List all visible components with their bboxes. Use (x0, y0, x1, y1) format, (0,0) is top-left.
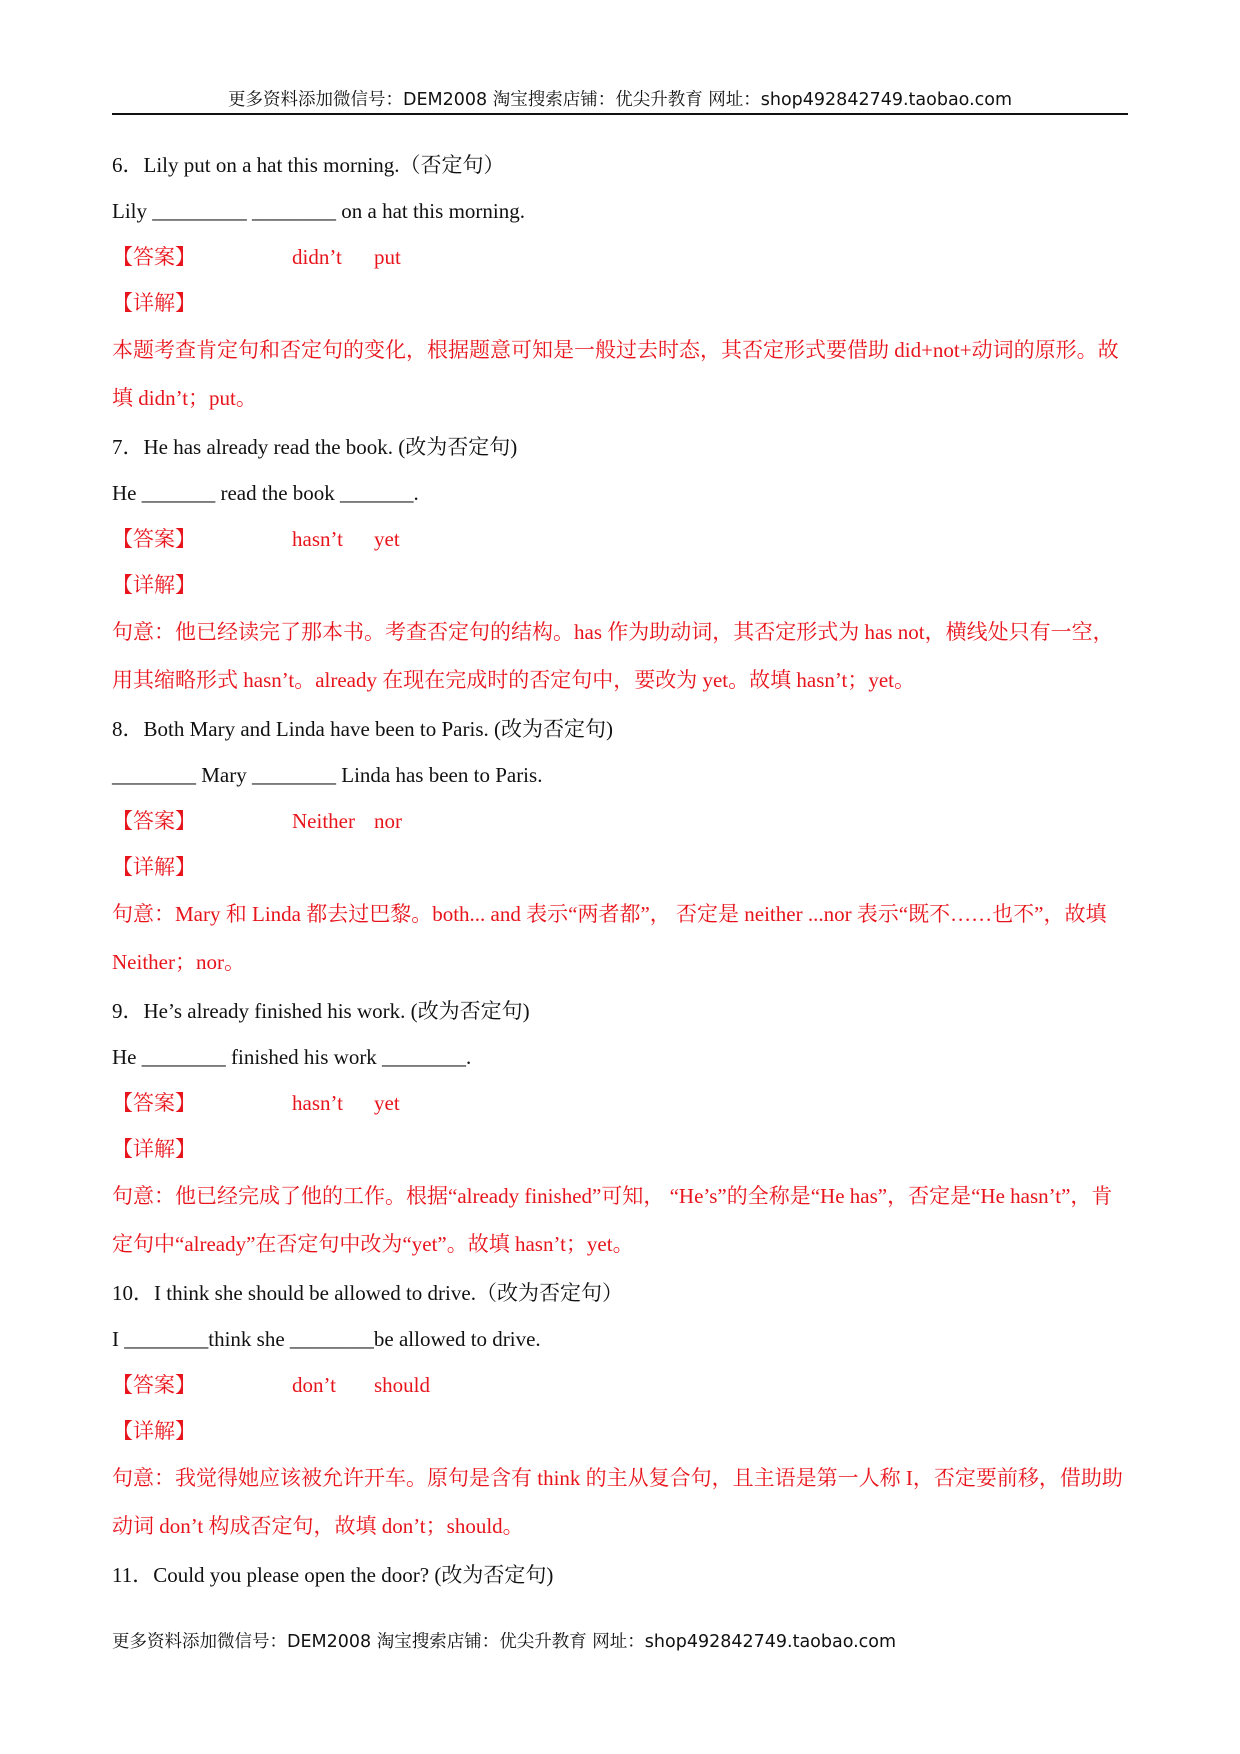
detail-label: 【详解】 (112, 573, 196, 597)
answer-1: hasn’t (292, 527, 343, 551)
answer-2: put (374, 245, 401, 269)
answer-2: nor (374, 809, 402, 833)
question-7 (112, 424, 1132, 704)
answer-1: don’t (292, 1373, 336, 1397)
question-8 (112, 706, 1132, 986)
answer-label: 【答案】 (112, 245, 196, 269)
question-prompt: 7．He has already read the book. (改为否定句) (112, 435, 518, 459)
question-6 (112, 142, 1132, 422)
answer-line (112, 1080, 1132, 1126)
question-prompt: 10．I think she should be allowed to drive.（改为否定句） (112, 1281, 623, 1305)
answer-line (112, 798, 1132, 844)
answer-label: 【答案】 (112, 1091, 196, 1115)
answer-1: hasn’t (292, 1091, 343, 1115)
detail-label: 【详解】 (112, 1419, 196, 1443)
answer-label: 【答案】 (112, 527, 196, 551)
question-blank-line: I ________think she ________be allowed to drive. (112, 1327, 541, 1351)
detail-label: 【详解】 (112, 291, 196, 315)
answer-1: Neither (292, 809, 355, 833)
answer-2: yet (374, 1091, 400, 1115)
answer-2: yet (374, 527, 400, 551)
answer-line (112, 1362, 1132, 1408)
detail-label: 【详解】 (112, 855, 196, 879)
question-blank-line: He ________ finished his work ________. (112, 1045, 472, 1069)
page-header: 更多资料添加微信号：DEM2008 淘宝搜索店铺：优尖升教育 网址：shop492842749.taobao.com (227, 90, 1013, 110)
answer-2: should (374, 1373, 431, 1397)
question-prompt: 9．He’s already finished his work. (改为否定句) (112, 999, 530, 1023)
question-prompt: 6．Lily put on a hat this morning.（否定句） (112, 153, 505, 177)
header-divider (112, 113, 1128, 115)
answer-1: didn’t (292, 245, 342, 269)
exercise-content (112, 142, 1132, 1598)
question-blank-line: ________ Mary ________ Linda has been to Paris. (112, 763, 543, 787)
explanation: 句意：我觉得她应该被允许开车。原句是含有 think 的主从复合句，且主语是第一人称 I，否定要前移，借助助动词 don’t 构成否定句，故填 don’t；should。 (112, 1466, 1123, 1538)
answer-line (112, 516, 1132, 562)
question-blank-line: Lily _________ ________ on a hat this morning. (112, 199, 525, 223)
answer-label: 【答案】 (112, 1373, 196, 1397)
explanation: 句意：Mary 和 Linda 都去过巴黎。both... and 表示“两者都”， 否定是 neither ...nor 表示“既不……也不”，故填 Neither；nor。 (112, 902, 1107, 974)
explanation: 句意：他已经完成了他的工作。根据“already finished”可知， “He’s”的全称是“He has”，否定是“He hasn’t”，肯定句中“already”在否定句中改为“yet”。故填 hasn’t；yet。 (112, 1184, 1113, 1256)
explanation: 本题考查肯定句和否定句的变化，根据题意可知是一般过去时态，其否定形式要借助 did+not+动词的原形。故填 didn’t；put。 (112, 338, 1119, 410)
question-10 (112, 1270, 1132, 1550)
question-prompt: 8．Both Mary and Linda have been to Paris. (改为否定句) (112, 717, 613, 741)
question-9 (112, 988, 1132, 1268)
answer-line (112, 234, 1132, 280)
explanation: 句意：他已经读完了那本书。考查否定句的结构。has 作为助动词，其否定形式为 has not，横线处只有一空，用其缩略形式 hasn’t。already 在现在完成时的否定句中，要改为 yet。故填 hasn’t；yet。 (112, 620, 1114, 692)
detail-label: 【详解】 (112, 1137, 196, 1161)
question-11-prompt: 11．Could you please open the door? (改为否定句) (112, 1563, 554, 1587)
question-blank-line: He _______ read the book _______. (112, 481, 419, 505)
page-footer: 更多资料添加微信号：DEM2008 淘宝搜索店铺：优尖升教育 网址：shop492842749.taobao.com (112, 1632, 897, 1652)
answer-label: 【答案】 (112, 809, 196, 833)
